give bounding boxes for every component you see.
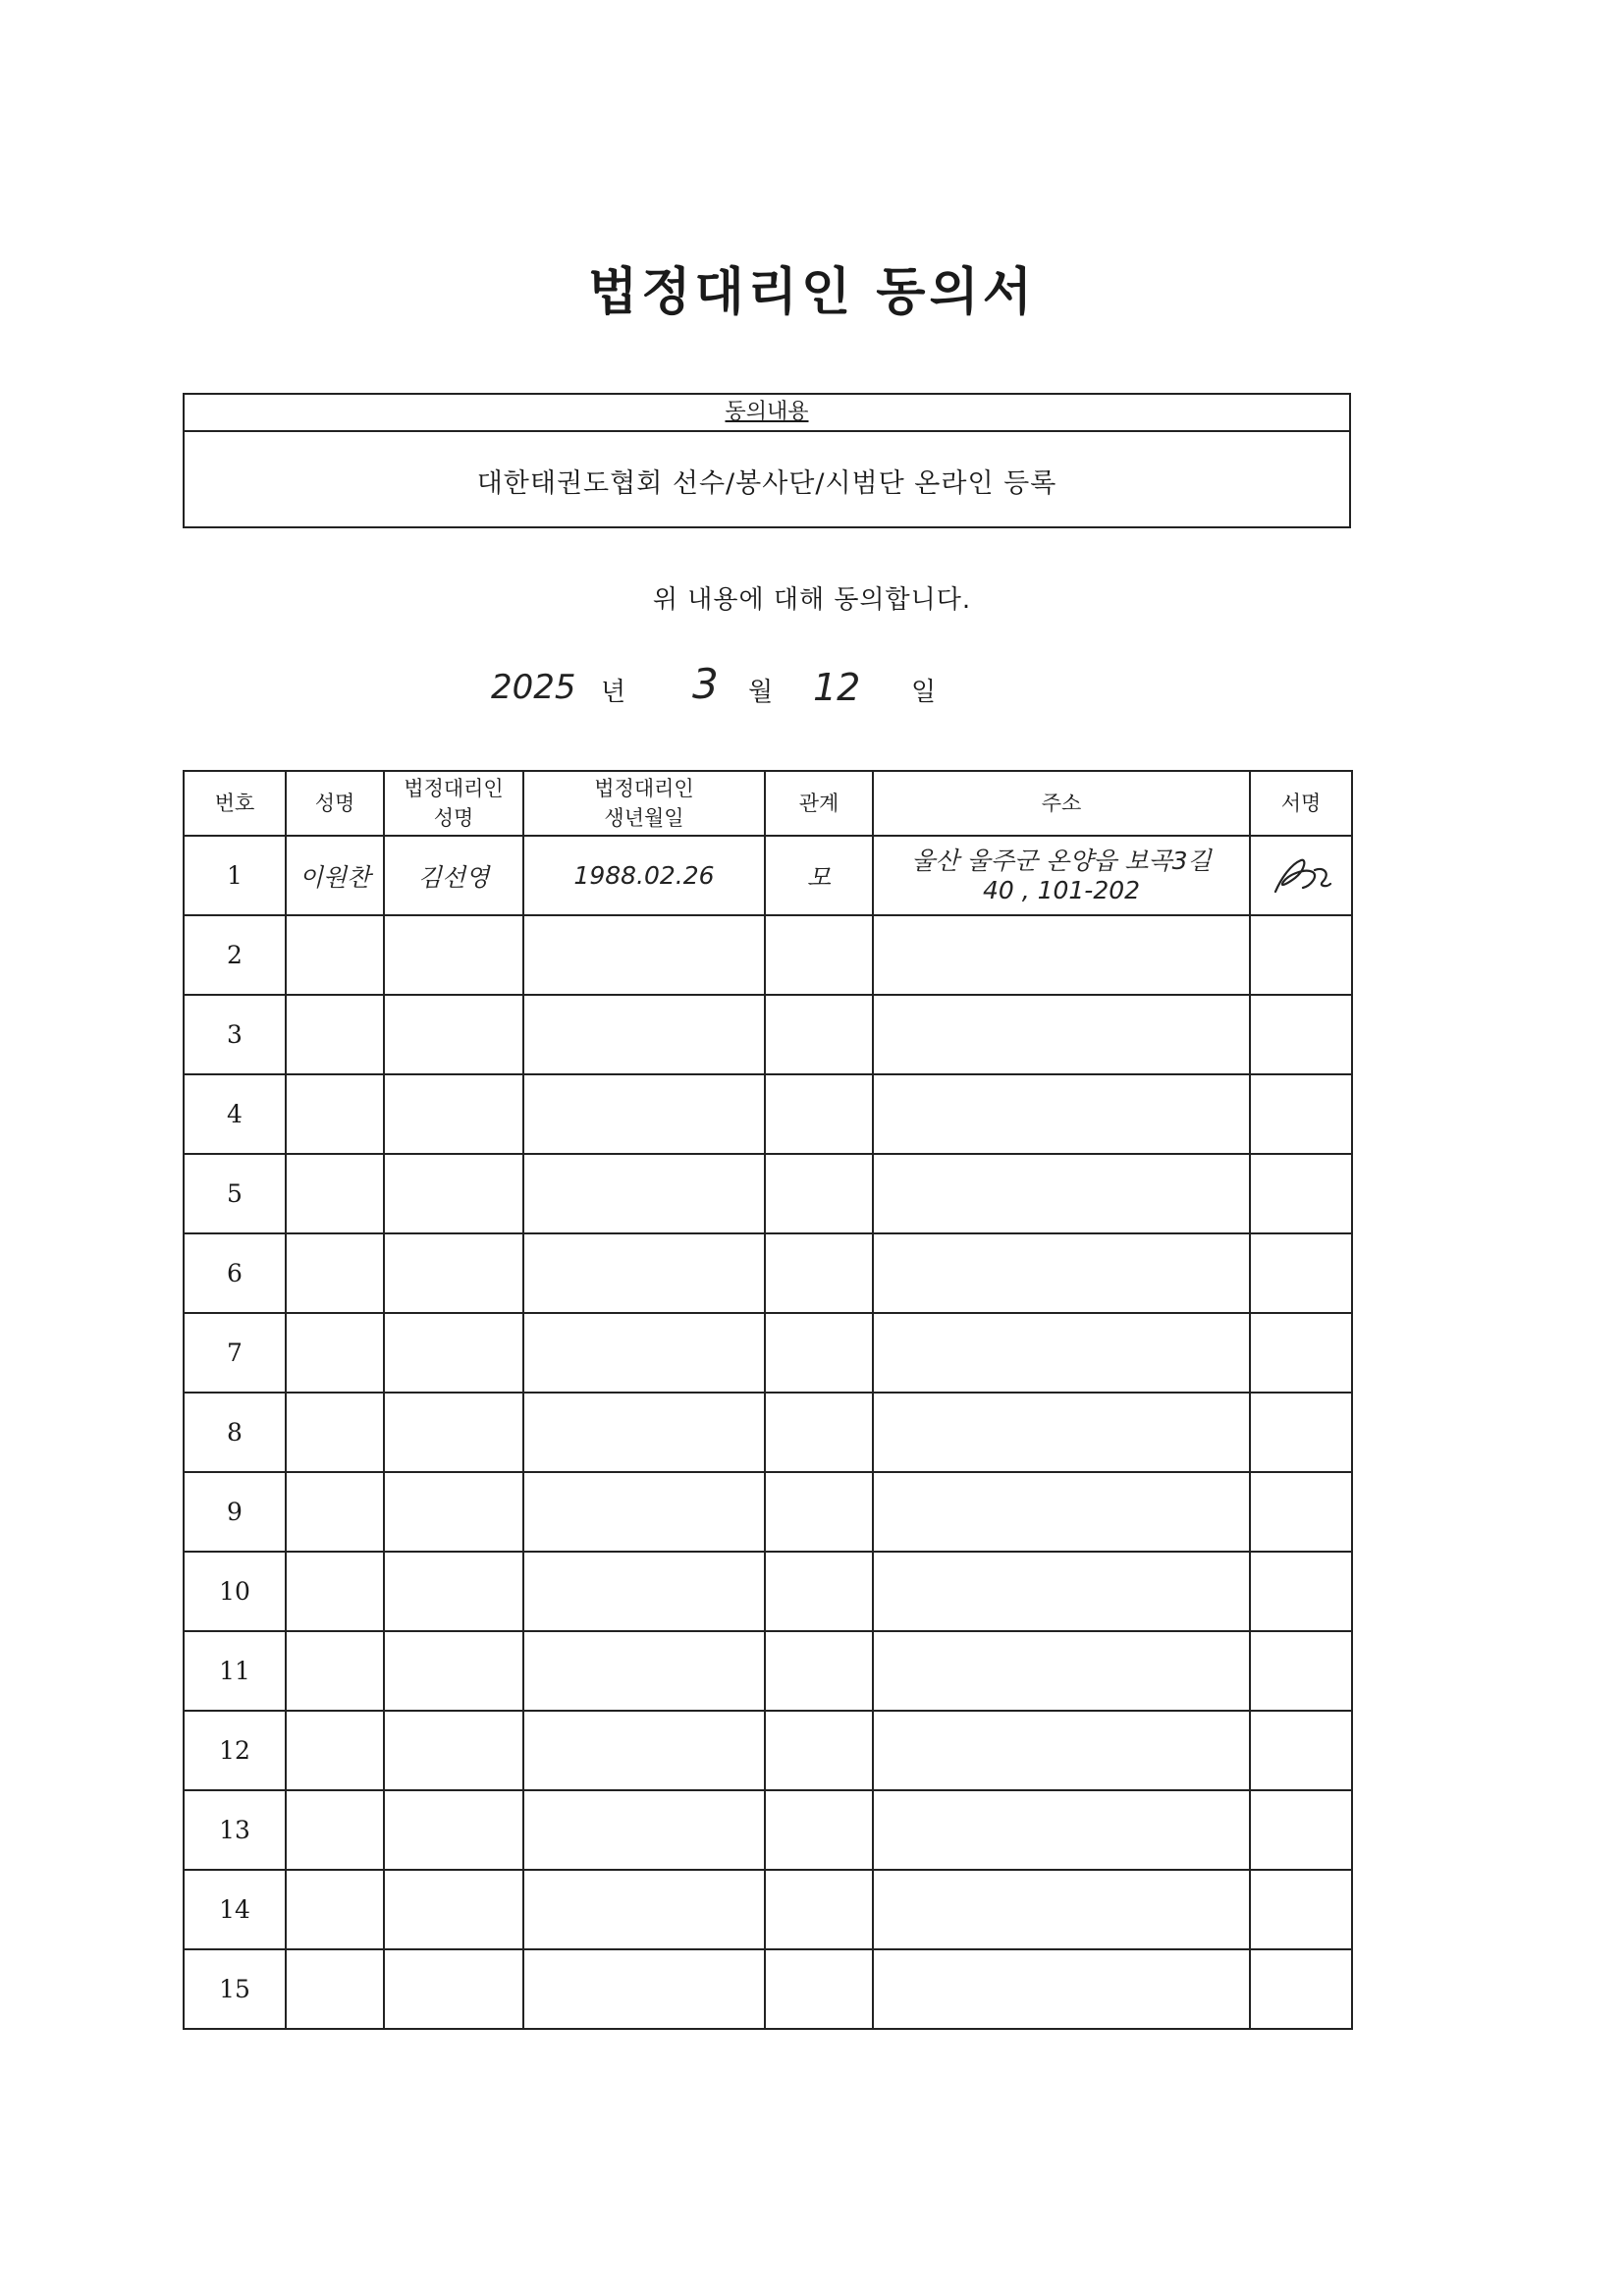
guardian-birth-cell — [523, 1631, 765, 1711]
guardian-birth-cell — [523, 1393, 765, 1472]
consent-header — [185, 395, 1349, 432]
relation-cell — [765, 1154, 873, 1233]
signature-cell — [1250, 1313, 1352, 1393]
student-name-cell — [286, 1711, 384, 1790]
row-number-cell: 2 — [184, 915, 286, 995]
guardian-birth-cell — [523, 995, 765, 1074]
signature-cell — [1250, 1154, 1352, 1233]
relation-cell: 모 — [765, 836, 873, 915]
address-cell — [873, 1790, 1250, 1870]
guardian-name-cell: 김선영 — [384, 836, 523, 915]
table-row — [184, 1790, 1352, 1870]
header-relation: 관계 — [765, 771, 873, 836]
guardian-birth-cell — [523, 1313, 765, 1393]
guardian-birth-cell: 1988.02.26 — [523, 836, 765, 915]
table-row — [184, 1631, 1352, 1711]
address-line: 울산 울주군 온양읍 보곡3길 — [911, 846, 1212, 875]
relation-cell — [765, 995, 873, 1074]
guardian-name-cell — [384, 1790, 523, 1870]
row-number-cell: 8 — [184, 1393, 286, 1472]
signature-cell — [1250, 1870, 1352, 1949]
address-cell — [873, 1074, 1250, 1154]
address-cell — [873, 1472, 1250, 1552]
consent-header-label: 동의내용 — [725, 400, 809, 424]
row-number-cell: 9 — [184, 1472, 286, 1552]
guardian-birth-cell — [523, 1790, 765, 1870]
relation-cell — [765, 915, 873, 995]
signature-cell — [1250, 1074, 1352, 1154]
signature-cell — [1250, 1393, 1352, 1472]
address-line: 40 , 101-202 — [982, 875, 1141, 904]
signature-cell — [1250, 836, 1352, 915]
guardian-birth-cell — [523, 1870, 765, 1949]
guardian-birth-cell — [523, 1074, 765, 1154]
header-name: 성명 — [286, 771, 384, 836]
table-row — [184, 1949, 1352, 2029]
relation-cell — [765, 1631, 873, 1711]
row-number-cell: 11 — [184, 1631, 286, 1711]
row-number-cell: 3 — [184, 995, 286, 1074]
signature-cell — [1250, 1552, 1352, 1631]
header-number: 번호 — [184, 771, 286, 836]
address-cell — [873, 1393, 1250, 1472]
guardian-birth-cell — [523, 1233, 765, 1313]
relation-cell — [765, 1393, 873, 1472]
date-year: 2025 — [491, 668, 576, 707]
consent-content: 대한태권도협회 선수/봉사단/시범단 온라인 등록 — [476, 467, 1057, 499]
row-number-cell: 6 — [184, 1233, 286, 1313]
guardian-name-cell — [384, 1472, 523, 1552]
guardian-name-cell — [384, 1552, 523, 1631]
relation-cell — [765, 1711, 873, 1790]
signature-cell — [1250, 1711, 1352, 1790]
table-row — [184, 1393, 1352, 1472]
table-row — [184, 1154, 1352, 1233]
student-name-cell — [286, 1790, 384, 1870]
guardian-name-cell — [384, 1154, 523, 1233]
table-row — [184, 1074, 1352, 1154]
guardian-birth-cell — [523, 915, 765, 995]
address-cell — [873, 1154, 1250, 1233]
row-number-cell: 15 — [184, 1949, 286, 2029]
table-row — [184, 1233, 1352, 1313]
student-name-cell — [286, 1870, 384, 1949]
header-signature: 서명 — [1250, 771, 1352, 836]
table-row — [184, 995, 1352, 1074]
address-cell — [873, 995, 1250, 1074]
date-month-label: 월 — [748, 678, 774, 707]
row-number-cell: 10 — [184, 1552, 286, 1631]
row-number-cell: 1 — [184, 836, 286, 915]
student-name-cell — [286, 1949, 384, 2029]
row-number-cell: 13 — [184, 1790, 286, 1870]
signature-cell — [1250, 1472, 1352, 1552]
row-number-cell: 14 — [184, 1870, 286, 1949]
student-name-cell — [286, 1552, 384, 1631]
address-cell — [873, 1313, 1250, 1393]
guardian-birth-cell — [523, 1949, 765, 2029]
guardian-birth-cell — [523, 1711, 765, 1790]
address-cell — [873, 915, 1250, 995]
table-row — [184, 915, 1352, 995]
relation-cell — [765, 1313, 873, 1393]
student-name-cell — [286, 1154, 384, 1233]
guardian-name-cell — [384, 1233, 523, 1313]
header-guardian-birth: 법정대리인 생년월일 — [523, 771, 765, 836]
table-row — [184, 1870, 1352, 1949]
guardian-name-cell — [384, 1711, 523, 1790]
student-name-cell — [286, 1472, 384, 1552]
address-cell — [873, 1949, 1250, 2029]
date-month: 3 — [692, 660, 719, 708]
agreement-statement: 위 내용에 대해 동의합니다. — [652, 585, 972, 615]
date-year-label: 년 — [601, 678, 626, 707]
student-name-cell: 이원찬 — [286, 836, 384, 915]
row-number-cell: 7 — [184, 1313, 286, 1393]
signature-cell — [1250, 1790, 1352, 1870]
guardian-name-cell — [384, 1393, 523, 1472]
student-name-cell — [286, 915, 384, 995]
student-name-cell — [286, 1233, 384, 1313]
relation-cell — [765, 1074, 873, 1154]
guardian-birth-cell — [523, 1552, 765, 1631]
guardian-table — [183, 770, 1353, 2030]
consent-box — [183, 393, 1351, 528]
relation-cell — [765, 1552, 873, 1631]
address-cell — [873, 1631, 1250, 1711]
guardian-name-cell — [384, 915, 523, 995]
signature-cell — [1250, 915, 1352, 995]
date-day: 12 — [813, 666, 861, 709]
guardian-name-cell — [384, 1631, 523, 1711]
table-row — [184, 1711, 1352, 1790]
signature-cell — [1250, 1631, 1352, 1711]
guardian-birth-cell — [523, 1154, 765, 1233]
handwritten-signature-icon — [1262, 848, 1340, 903]
student-name-cell — [286, 995, 384, 1074]
relation-cell — [765, 1949, 873, 2029]
document-title: 법정대리인 동의서 — [588, 263, 1036, 322]
student-name-cell — [286, 1393, 384, 1472]
table-row — [184, 836, 1352, 915]
row-number-cell: 12 — [184, 1711, 286, 1790]
guardian-name-cell — [384, 1074, 523, 1154]
date-day-label: 일 — [911, 678, 937, 707]
address-cell — [873, 1552, 1250, 1631]
signature-cell — [1250, 995, 1352, 1074]
row-number-cell: 4 — [184, 1074, 286, 1154]
relation-cell — [765, 1472, 873, 1552]
address-cell — [873, 1870, 1250, 1949]
relation-cell — [765, 1870, 873, 1949]
student-name-cell — [286, 1074, 384, 1154]
header-guardian-name: 법정대리인 성명 — [384, 771, 523, 836]
address-cell — [873, 1233, 1250, 1313]
table-row — [184, 1472, 1352, 1552]
address-cell — [873, 1711, 1250, 1790]
guardian-name-cell — [384, 995, 523, 1074]
guardian-name-cell — [384, 1949, 523, 2029]
student-name-cell — [286, 1313, 384, 1393]
address-cell — [873, 836, 1250, 915]
guardian-name-cell — [384, 1870, 523, 1949]
guardian-name-cell — [384, 1313, 523, 1393]
guardian-birth-cell — [523, 1472, 765, 1552]
relation-cell — [765, 1790, 873, 1870]
student-name-cell — [286, 1631, 384, 1711]
table-row — [184, 1552, 1352, 1631]
relation-cell — [765, 1233, 873, 1313]
table-row — [184, 1313, 1352, 1393]
header-address: 주소 — [873, 771, 1250, 836]
row-number-cell: 5 — [184, 1154, 286, 1233]
signature-cell — [1250, 1949, 1352, 2029]
signature-cell — [1250, 1233, 1352, 1313]
table-header-row — [184, 771, 1352, 836]
